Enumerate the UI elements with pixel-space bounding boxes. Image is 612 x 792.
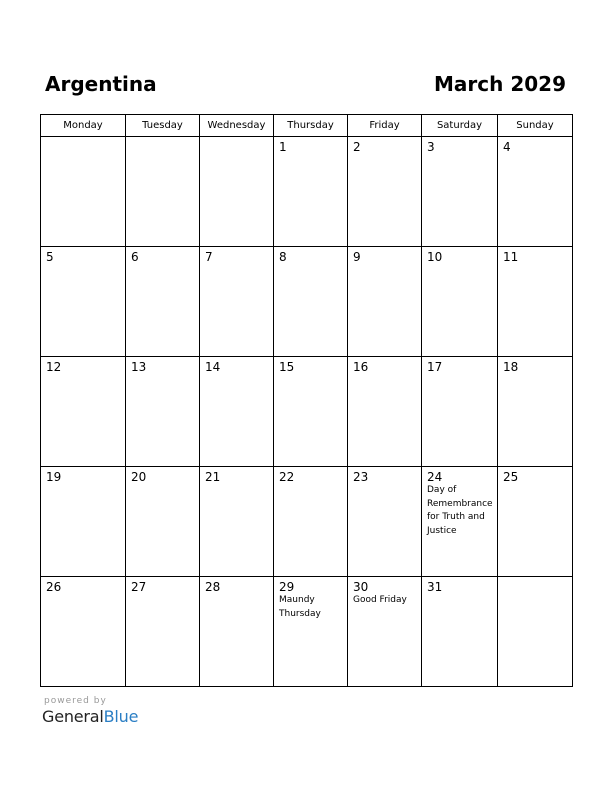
generalblue-logo[interactable] — [42, 707, 138, 727]
day-cell — [422, 247, 498, 357]
day-cell — [41, 577, 126, 687]
day-number: 10 — [427, 250, 443, 264]
day-number: 7 — [205, 250, 213, 264]
day-cell — [348, 137, 422, 247]
week-row-4 — [41, 467, 573, 577]
day-number — [200, 137, 273, 140]
day-cell — [498, 467, 573, 577]
day-cell — [422, 137, 498, 247]
week-row-1 — [41, 137, 573, 247]
day-cell — [498, 247, 573, 357]
country-title: Argentina — [45, 72, 157, 96]
day-cell — [41, 247, 126, 357]
day-cell — [200, 577, 274, 687]
day-cell — [274, 357, 348, 467]
week-row-2 — [41, 247, 573, 357]
day-cell — [200, 137, 274, 247]
day-number: 8 — [279, 250, 287, 264]
day-number: 27 — [131, 580, 147, 594]
day-cell — [126, 577, 200, 687]
day-cell — [348, 357, 422, 467]
day-number: 17 — [427, 360, 443, 374]
day-number: 26 — [46, 580, 62, 594]
day-number: 24 — [427, 470, 443, 484]
powered-by-text: powered by — [44, 696, 107, 706]
day-number: 20 — [131, 470, 147, 484]
day-number: 6 — [131, 250, 139, 264]
day-number: 25 — [503, 470, 519, 484]
weekday-friday: Friday — [348, 115, 422, 137]
day-number: 9 — [353, 250, 361, 264]
week-row-3 — [41, 357, 573, 467]
footer-branding — [42, 696, 138, 727]
day-number: 31 — [427, 580, 443, 594]
calendar-header — [41, 70, 566, 100]
day-cell — [348, 467, 422, 577]
day-number: 3 — [427, 140, 435, 154]
day-number — [498, 577, 572, 580]
day-number: 13 — [131, 360, 147, 374]
day-number: 18 — [503, 360, 519, 374]
day-number: 19 — [46, 470, 62, 484]
holiday-label: Day of Remembrance for Truth and Justice — [427, 485, 493, 536]
day-cell — [274, 137, 348, 247]
day-number: 28 — [205, 580, 221, 594]
day-cell — [41, 137, 126, 247]
month-title: March 2029 — [434, 72, 566, 96]
day-number: 22 — [279, 470, 295, 484]
day-cell — [348, 247, 422, 357]
day-cell — [126, 247, 200, 357]
weekday-wednesday: Wednesday — [200, 115, 274, 137]
week-row-5 — [41, 577, 573, 687]
day-cell — [126, 357, 200, 467]
day-cell — [200, 357, 274, 467]
weekday-thursday: Thursday — [274, 115, 348, 137]
day-cell — [200, 467, 274, 577]
day-cell — [422, 467, 498, 577]
weekday-monday: Monday — [41, 115, 126, 137]
day-number: 23 — [353, 470, 369, 484]
day-number — [126, 137, 199, 140]
day-number: 1 — [279, 140, 287, 154]
day-number: 21 — [205, 470, 221, 484]
day-cell — [200, 247, 274, 357]
day-number: 11 — [503, 250, 519, 264]
day-cell — [274, 467, 348, 577]
calendar-grid — [40, 114, 572, 689]
day-cell — [422, 577, 498, 687]
weekday-sunday: Sunday — [498, 115, 573, 137]
day-cell — [348, 577, 422, 687]
weekday-tuesday: Tuesday — [126, 115, 200, 137]
day-number: 14 — [205, 360, 221, 374]
day-number: 16 — [353, 360, 369, 374]
day-cell — [41, 357, 126, 467]
day-cell — [41, 467, 126, 577]
holiday-label: Good Friday — [353, 595, 407, 605]
holiday-label: Maundy Thursday — [279, 595, 321, 619]
day-number: 2 — [353, 140, 361, 154]
day-cell — [274, 247, 348, 357]
day-cell — [126, 467, 200, 577]
day-number: 5 — [46, 250, 54, 264]
brand-blue-text: Blue — [103, 707, 139, 726]
day-cell — [126, 137, 200, 247]
day-number: 4 — [503, 140, 511, 154]
day-cell — [422, 357, 498, 467]
day-number: 29 — [279, 580, 295, 594]
day-number: 12 — [46, 360, 62, 374]
day-cell — [274, 577, 348, 687]
day-number: 30 — [353, 580, 369, 594]
brand-general-text: General — [42, 707, 104, 726]
day-cell — [498, 357, 573, 467]
day-cell — [498, 577, 573, 687]
day-number — [41, 137, 125, 140]
weekday-header-row — [41, 115, 573, 137]
weekday-saturday: Saturday — [422, 115, 498, 137]
calendar-table — [40, 114, 573, 687]
day-number: 15 — [279, 360, 295, 374]
day-cell — [498, 137, 573, 247]
